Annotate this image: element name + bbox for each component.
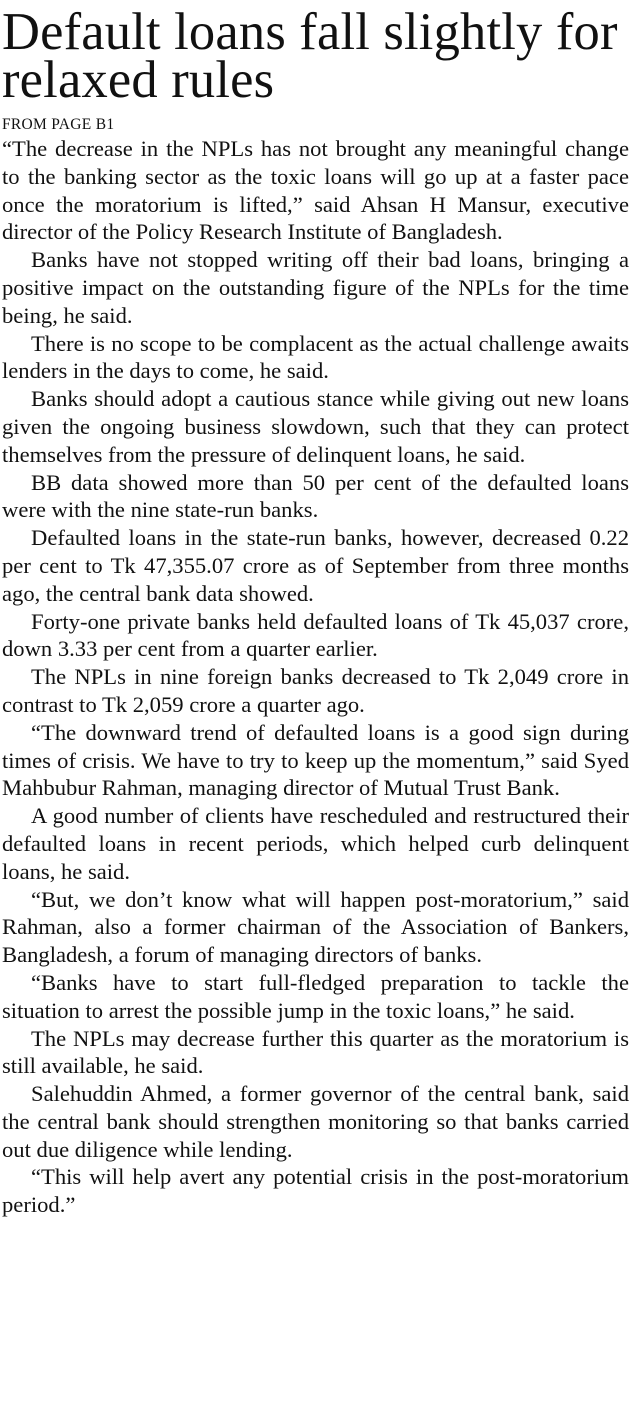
article-paragraph: “This will help avert any potential crisis in the post-moratorium period.”	[2, 1164, 629, 1218]
article-paragraph: BB data showed more than 50 per cent of the defaulted loans were with the nine state-run banks.	[2, 469, 629, 523]
article-paragraph: Banks have not stopped writing off their bad loans, bringing a positive impact on the outstanding figure of the NPLs for the time being, he said.	[2, 247, 629, 328]
article-paragraph: “But, we don’t know what will happen post-moratorium,” said Rahman, also a former chairman of the Association of Bankers, Bangladesh, a forum of managing directors of banks.	[2, 886, 629, 968]
article-paragraph: “Banks have to start full-fledged preparation to tackle the situation to arrest the possible jump in the toxic loans,” he said.	[2, 969, 629, 1023]
article-paragraph: Salehuddin Ahmed, a former governor of the central bank, said the central bank should strengthen monitoring so that banks carried out due diligence while lending.	[2, 1081, 629, 1162]
jump-line: FROM PAGE B1	[2, 116, 115, 133]
article-paragraph: The NPLs in nine foreign banks decreased to Tk 2,049 crore in contrast to Tk 2,059 crore a quarter ago.	[2, 664, 629, 717]
article-paragraph: “The decrease in the NPLs has not brought any meaningful change to the banking sector as the toxic loans will go up at a faster pace once the moratorium is lifted,” said Ahsan H Mansur, executive director of the Policy Research Institute of Bangladesh.	[2, 136, 629, 245]
article-paragraph: Banks should adopt a cautious stance while giving out new loans given the ongoing business slowdown, such that they can protect themselves from the pressure of delinquent loans, he said.	[2, 386, 629, 467]
article-paragraph: Forty-one private banks held defaulted loans of Tk 45,037 crore, down 3.33 per cent from a quarter earlier.	[2, 608, 629, 662]
article-headline: Default loans fall slightly for relaxed rules	[2, 3, 618, 109]
article-paragraph: A good number of clients have rescheduled and restructured their defaulted loans in recent periods, which helped curb delinquent loans, he said.	[2, 803, 629, 884]
article-paragraph: The NPLs may decrease further this quarter as the moratorium is still available, he said.	[2, 1025, 629, 1079]
article-paragraph: “The downward trend of defaulted loans is a good sign during times of crisis. We have to try to keep up the momentum,” said Syed Mahbubur Rahman, managing director of Mutual Trust Bank.	[2, 719, 629, 801]
article-paragraph: Defaulted loans in the state-run banks, however, decreased 0.22 per cent to Tk 47,355.07 crore as of September from three months ago, the central bank data showed.	[2, 525, 629, 606]
article-body	[2, 135, 629, 1219]
article-paragraph: There is no scope to be complacent as the actual challenge awaits lenders in the days to come, he said.	[2, 330, 629, 384]
